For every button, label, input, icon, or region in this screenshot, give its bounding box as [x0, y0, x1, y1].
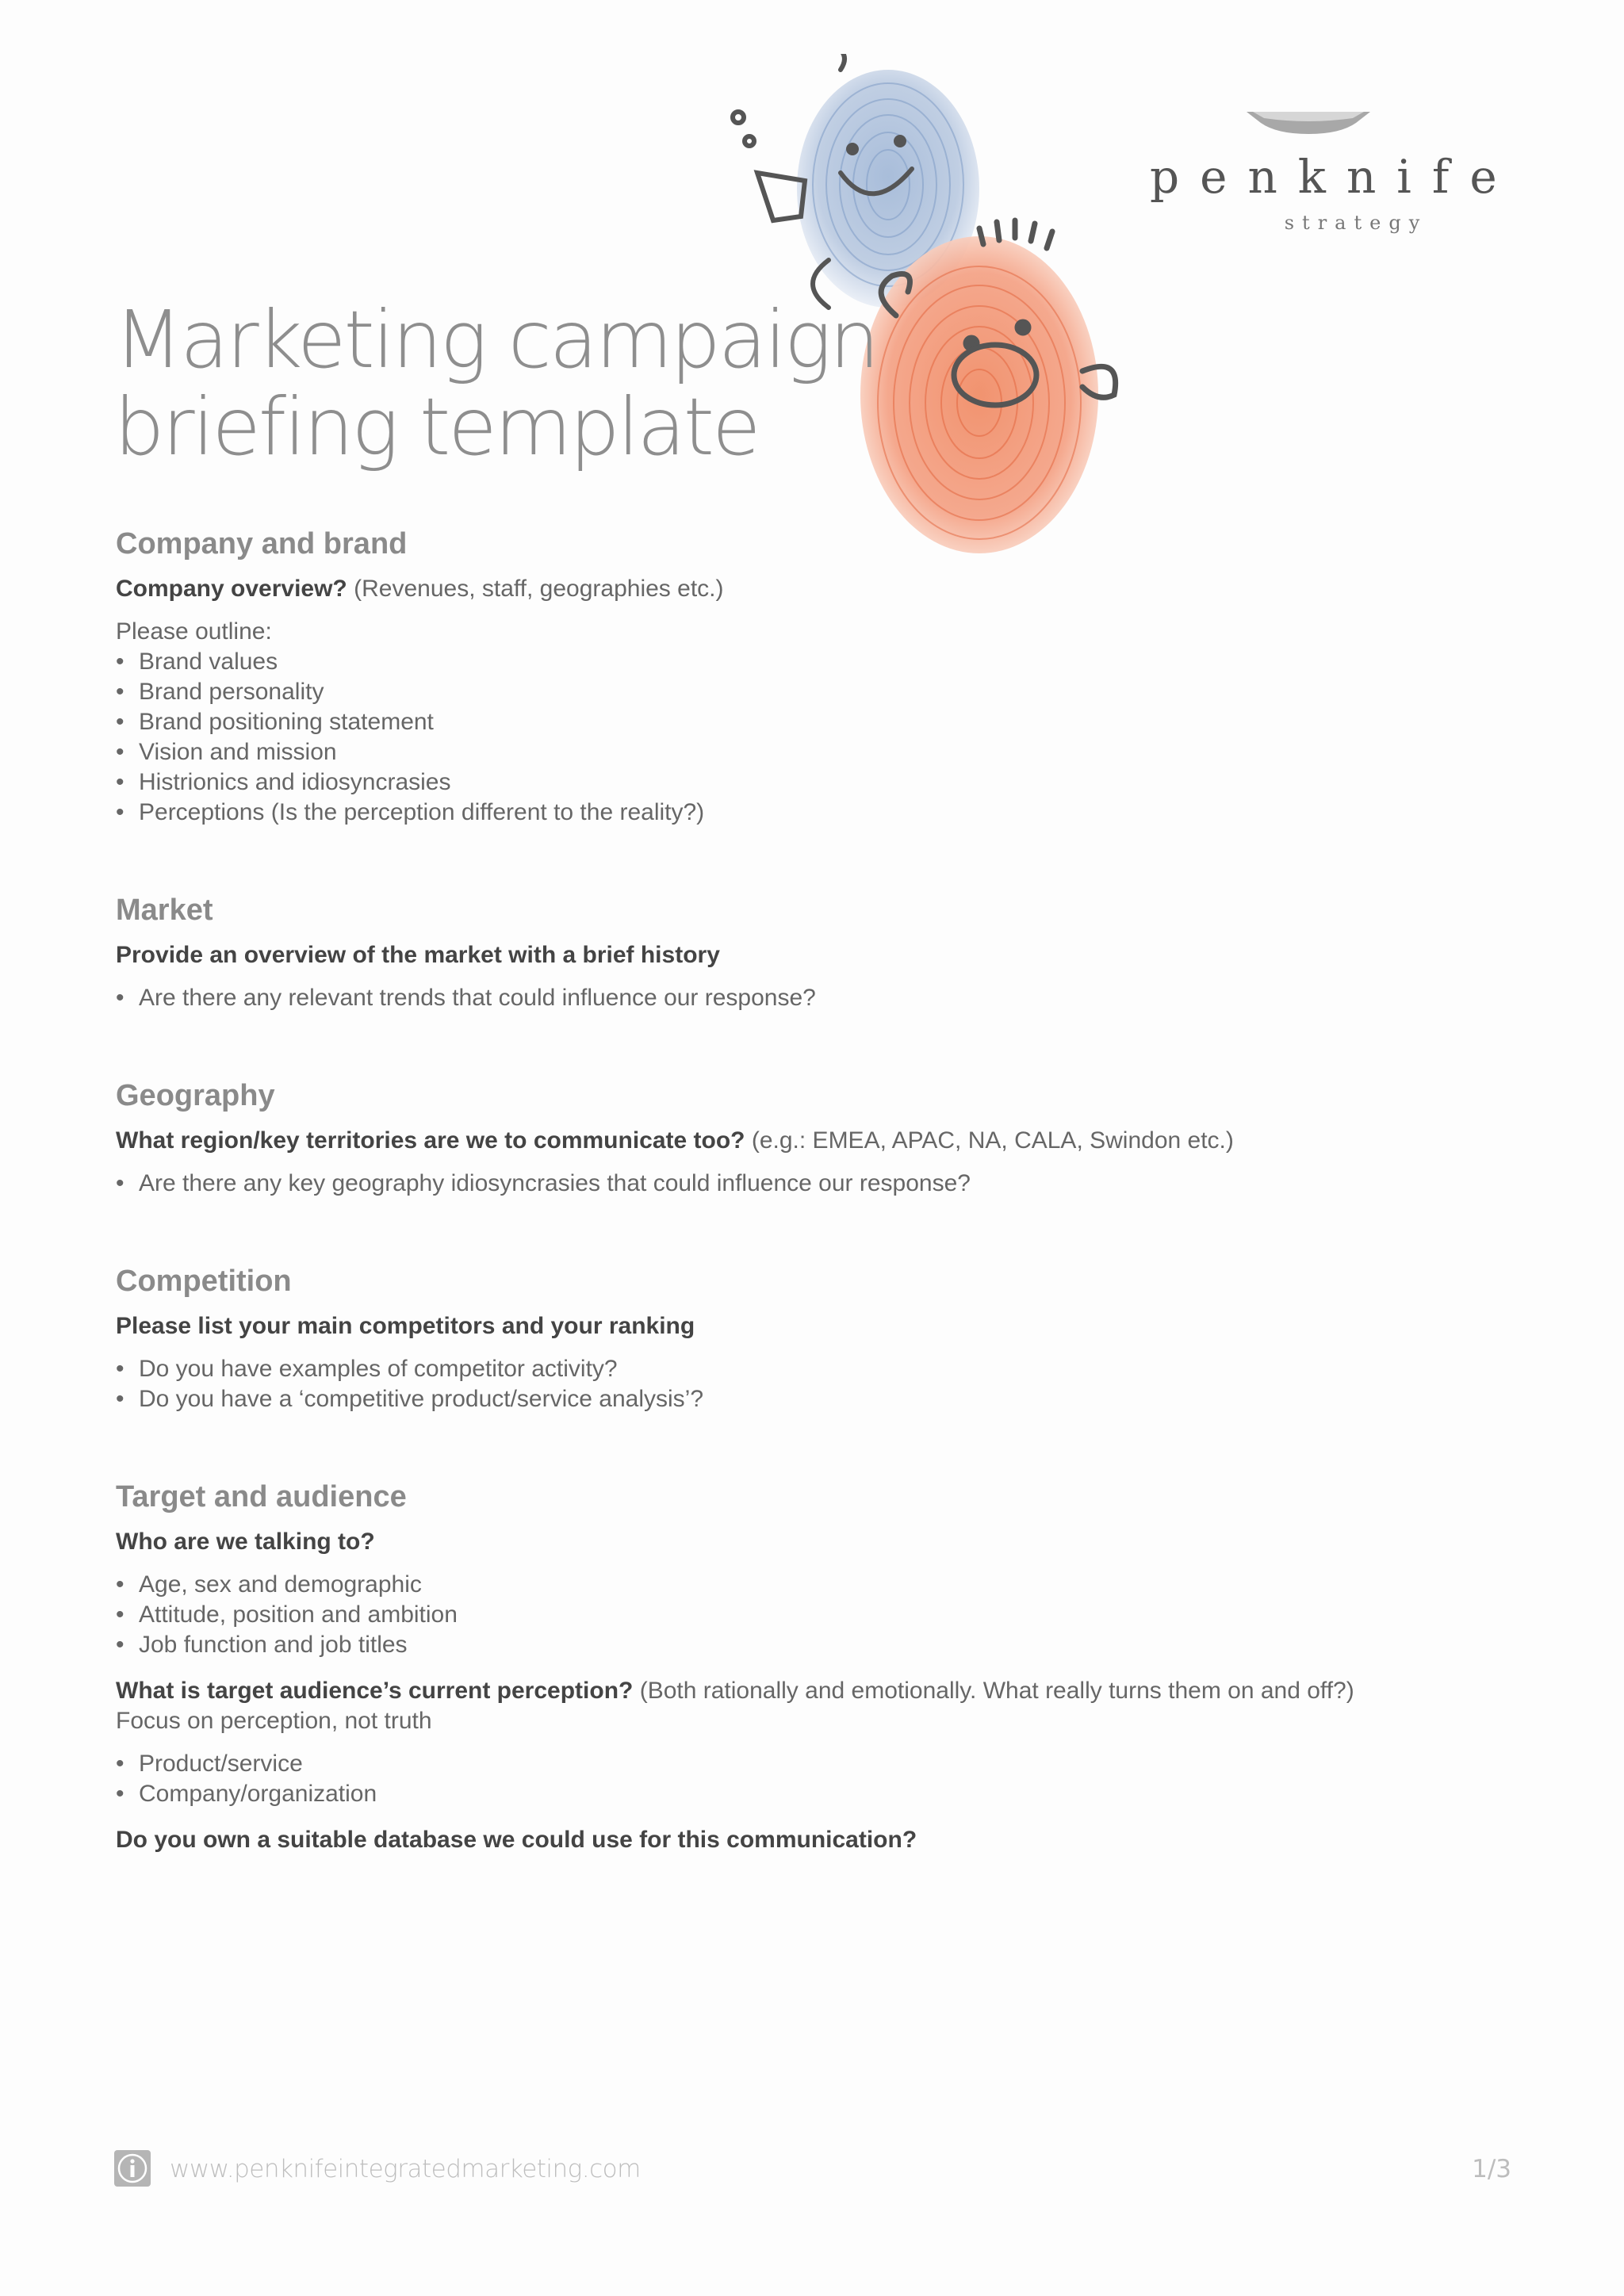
section-heading: Company and brand [116, 527, 408, 561]
list-item: • Brand values [116, 647, 1527, 677]
logo-tagline: strategy [1284, 212, 1428, 234]
question-subtext: Focus on perception, not truth [116, 1708, 432, 1734]
info-icon [114, 2150, 151, 2187]
bullet-list [116, 983, 1527, 1013]
list-item: • Company/organization [116, 1779, 1527, 1809]
bullet-list [116, 1570, 1527, 1660]
section-market [116, 891, 1527, 1013]
question-perception [116, 1676, 1527, 1706]
section-company-brand [116, 525, 1527, 828]
section-target-audience [116, 1478, 1527, 1855]
list-item: • Do you have a ‘competitive product/service analysis’? [116, 1384, 1527, 1414]
list-item: • Product/service [116, 1749, 1527, 1779]
list-item: • Brand positioning statement [116, 707, 1527, 737]
question-database [116, 1825, 1527, 1855]
question-bold: Please list your main competitors and your ranking [116, 1313, 695, 1339]
question [116, 940, 1527, 970]
question [116, 1527, 1527, 1557]
section-heading: Competition [116, 1265, 292, 1298]
list-item: • Vision and mission [116, 737, 1527, 767]
question [116, 1311, 1527, 1341]
list-item: • Do you have examples of competitor activity? [116, 1354, 1527, 1384]
briefing-content [116, 525, 1527, 1855]
bullet-list [116, 1169, 1527, 1199]
intro-text: Please outline: [116, 618, 272, 645]
list-item: • Brand personality [116, 677, 1527, 707]
website-link[interactable]: www.penknifeintegratedmarketing.com [170, 2155, 641, 2183]
section-heading: Geography [116, 1079, 275, 1112]
bullet-list [116, 647, 1527, 828]
question-bold: Who are we talking to? [116, 1529, 375, 1555]
list-item: • Job function and job titles [116, 1630, 1527, 1660]
page-title [114, 293, 878, 473]
question-note: (e.g.: EMEA, APAC, NA, CALA, Swindon etc.) [751, 1127, 1234, 1154]
section-geography [116, 1077, 1527, 1199]
logo-wordmark: penknife [1150, 150, 1518, 204]
question-note: (Revenues, staff, geographies etc.) [354, 576, 724, 602]
list-item: • Are there any relevant trends that could influence our response? [116, 983, 1527, 1013]
list-item: • Age, sex and demographic [116, 1570, 1527, 1600]
page-title-line-2: briefing template [114, 381, 759, 473]
section-heading: Market [116, 894, 213, 927]
bullet-list [116, 1354, 1527, 1414]
list-item: • Are there any key geography idiosyncrasies that could influence our response? [116, 1169, 1527, 1199]
page-number: 1/3 [1472, 2155, 1511, 2183]
list-item: • Histrionics and idiosyncrasies [116, 767, 1527, 798]
question-bold: What is target audience’s current perception? [116, 1678, 634, 1704]
question-bold: Do you own a suitable database we could use for this communication? [116, 1827, 917, 1853]
bullet-list [116, 1749, 1527, 1809]
list-item: • Attitude, position and ambition [116, 1600, 1527, 1630]
page-title-line-1: Marketing campaign [114, 293, 878, 386]
penknife-logo [1142, 107, 1518, 242]
question [116, 574, 1527, 604]
question-bold: Provide an overview of the market with a brief history [116, 942, 720, 968]
question-bold: Company overview? [116, 576, 347, 602]
page-footer [114, 2150, 1511, 2187]
section-heading: Target and audience [116, 1480, 407, 1513]
question-note: (Both rationally and emotionally. What really turns them on and off?) [639, 1678, 1354, 1704]
list-item: • Perceptions (Is the perception different to the reality?) [116, 798, 1527, 828]
section-competition [116, 1262, 1527, 1414]
question-bold: What region/key territories are we to communicate too? [116, 1127, 745, 1154]
question [116, 1126, 1527, 1156]
penknife-blade-icon [1245, 107, 1372, 140]
